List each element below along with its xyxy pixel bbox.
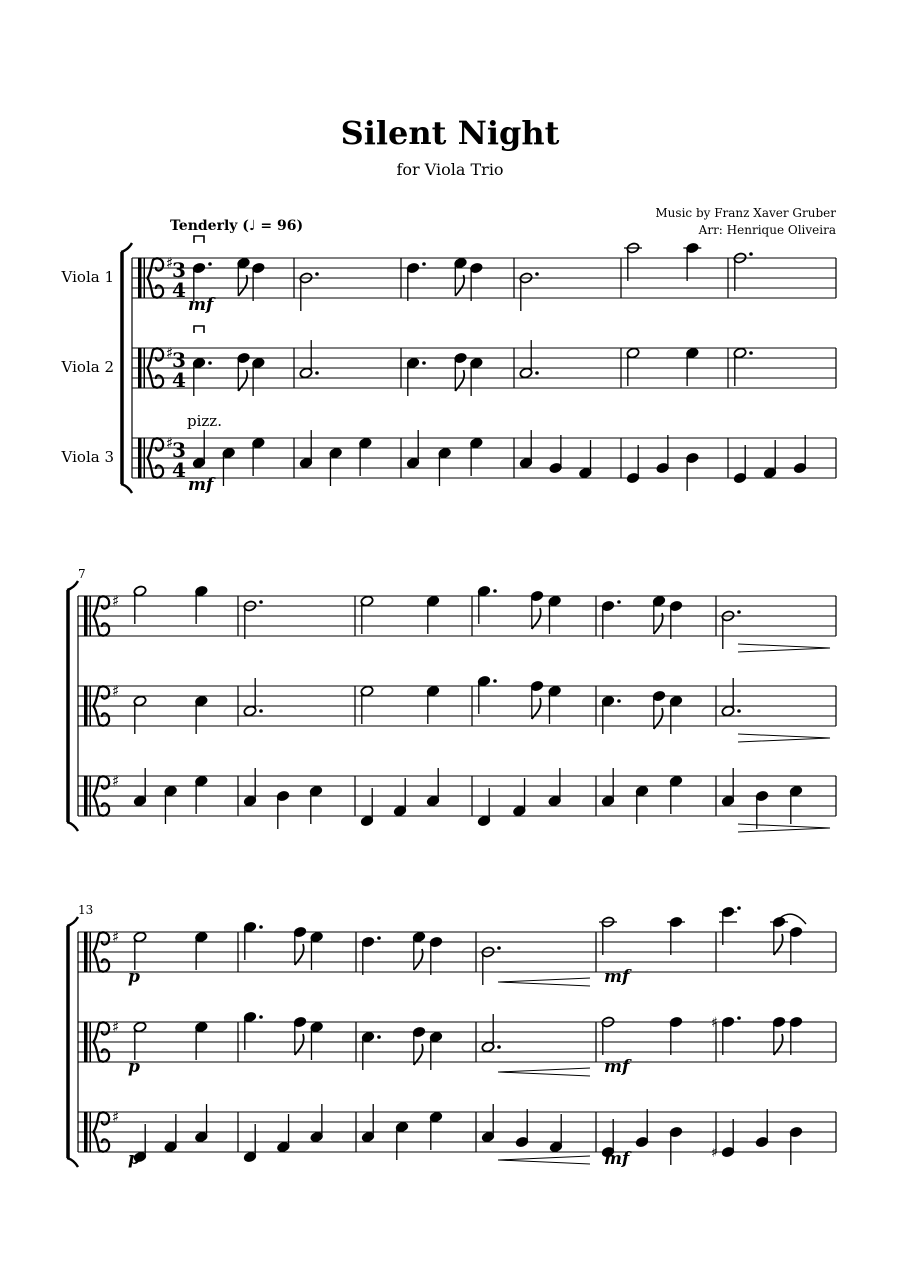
staff-3 [78,768,836,829]
key-signature-sharp: ♯ [166,254,174,272]
pizzicato-marking: pizz. [187,412,222,430]
sharp-accidental: ♯ [711,1015,718,1031]
diminuendo-hairpin [738,824,830,832]
alto-clef-bar [144,258,146,298]
measure-number: 7 [78,567,86,581]
augmentation-dot [617,600,621,604]
down-bow-icon [194,326,204,333]
bracket-hook [67,581,78,590]
alto-clef-bar [90,776,92,816]
alto-clef-bar [90,932,92,972]
arranger-credit: Arr: Henrique Oliveira [698,223,836,237]
augmentation-dot [617,699,621,703]
staff-2 [78,1011,836,1070]
score-subtitle: for Viola Trio [396,160,504,179]
augmentation-dot [497,1045,501,1049]
dynamic-p: p [128,1149,140,1169]
augmentation-dot [749,252,753,256]
dynamic-p: p [128,967,140,987]
crescendo-hairpin [498,1156,590,1164]
augmentation-dot [315,272,319,276]
dynamic-p: p [128,1057,140,1077]
instrument-label: Viola 2 [61,358,114,376]
key-signature-sharp: ♯ [112,592,120,610]
augmentation-dot [208,262,212,266]
sharp-accidental: ♯ [711,1145,718,1161]
staff-1 [78,585,836,649]
alto-clef-bar [144,438,146,478]
tempo-marking: Tenderly (♩ = 96) [170,218,304,234]
augmentation-dot [737,1016,741,1020]
system-3 [67,903,836,1169]
dynamic-mf: mf [188,295,214,315]
alto-clef-bar [84,1112,88,1152]
down-bow-icon [194,236,204,243]
dynamic-mf: mf [604,967,630,987]
alto-clef-bar [138,258,142,298]
alto-clef-bar [144,348,146,388]
dynamic-mf: mf [604,1057,630,1077]
score-title: Silent Night [340,114,560,152]
alto-clef-bar [138,348,142,388]
alto-clef-bar [90,1022,92,1062]
alto-clef-bar [90,1112,92,1152]
alto-clef-bar [84,776,88,816]
augmentation-dot [737,610,741,614]
system-1 [61,236,836,495]
augmentation-dot [749,351,753,355]
augmentation-dot [315,371,319,375]
bracket-hook [121,243,132,252]
time-signature-denominator: 4 [172,368,186,392]
alto-clef-bar [90,596,92,636]
diminuendo-hairpin [738,644,830,652]
time-signature-numerator: 3 [172,258,186,282]
augmentation-dot [737,906,741,910]
composer-credit: Music by Franz Xaver Gruber [655,206,836,220]
key-signature-sharp: ♯ [112,1018,120,1036]
alto-clef-bar [84,1022,88,1062]
alto-clef-bar [138,438,142,478]
augmentation-dot [422,262,426,266]
crescendo-hairpin [498,1068,590,1076]
system-2 [67,567,836,832]
bracket-hook [67,1158,78,1167]
quarter-note-icon: ♩ [248,218,256,234]
time-signature-numerator: 3 [172,438,186,462]
augmentation-dot [259,600,263,604]
staff-3 [78,1104,836,1165]
instrument-label: Viola 3 [61,448,114,466]
time-signature-numerator: 3 [172,348,186,372]
augmentation-dot [535,272,539,276]
crescendo-hairpin [498,978,590,986]
dynamic-mf: mf [188,475,214,495]
staff-2 [78,675,836,734]
augmentation-dot [377,1035,381,1039]
staff-1 [78,906,836,985]
tempo-value: 96 [277,218,297,234]
augmentation-dot [259,1015,263,1019]
staff-2 [61,326,836,396]
key-signature-sharp: ♯ [112,772,120,790]
augmentation-dot [493,679,497,683]
tempo-word: Tenderly [170,218,238,234]
augmentation-dot [259,709,263,713]
alto-clef-bar [84,596,88,636]
alto-clef-bar [84,932,88,972]
bracket-hook [67,822,78,831]
augmentation-dot [208,361,212,365]
augmentation-dot [497,946,501,950]
instrument-label: Viola 1 [61,268,114,286]
diminuendo-hairpin [738,734,830,742]
measure-number: 13 [78,903,94,917]
key-signature-sharp: ♯ [112,1108,120,1126]
key-signature-sharp: ♯ [166,344,174,362]
bracket-hook [67,917,78,926]
bracket-hook [121,484,132,493]
key-signature-sharp: ♯ [112,928,120,946]
augmentation-dot [422,361,426,365]
augmentation-dot [259,925,263,929]
augmentation-dot [535,371,539,375]
time-signature-denominator: 4 [172,458,186,482]
augmentation-dot [377,936,381,940]
staff-3 [61,430,836,491]
key-signature-sharp: ♯ [166,434,174,452]
alto-clef-bar [84,686,88,726]
key-signature-sharp: ♯ [112,682,120,700]
alto-clef-bar [90,686,92,726]
staff-1 [61,236,836,311]
augmentation-dot [493,589,497,593]
augmentation-dot [737,709,741,713]
dynamic-mf: mf [604,1149,630,1169]
time-signature-denominator: 4 [172,278,186,302]
